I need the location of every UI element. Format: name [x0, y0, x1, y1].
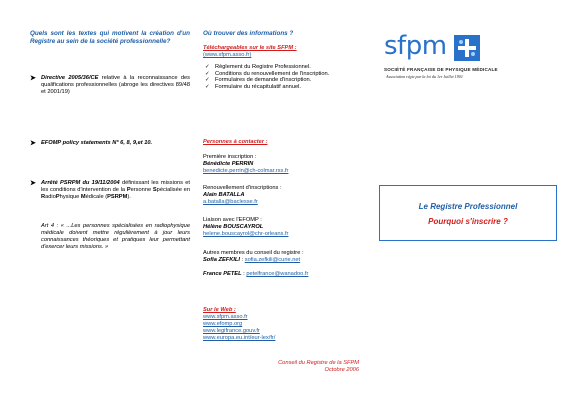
word-physique: hysique — [59, 194, 81, 201]
checkmark-icon: ✓ — [205, 64, 210, 71]
list-item — [203, 71, 368, 78]
arrete-title: Arrêté PSRPM du 19/11/2004 — [41, 180, 120, 186]
doc-label: Formulaire du récapitulatif annuel. — [215, 83, 301, 90]
first-inscription-contact — [203, 154, 368, 175]
directive-title: Directive 2005/36/CE — [41, 75, 99, 81]
contact-email[interactable]: petelfrance@wanadoo.fr — [246, 271, 309, 278]
web-link[interactable]: www.sfpm.asso.fr — [203, 314, 248, 321]
society-name: SOCIÉTÉ FRANÇAISE DE PHYSIQUE MÉDICALE — [384, 67, 498, 72]
checkmark-icon: ✓ — [205, 77, 210, 84]
letter-s: S — [152, 187, 157, 194]
web-link[interactable]: www.legifrance.gouv.fr — [203, 328, 260, 335]
efomp-policy-text: EFOMP policy statements N° 6, 8, 9,et 10. — [41, 140, 153, 146]
contact-name: Bénédicte PERRIN — [203, 161, 254, 168]
efomp-item — [30, 140, 190, 147]
letter-r: R — [41, 194, 46, 201]
doc-label: Conditions du renouvellement de l'inscription. — [215, 70, 330, 77]
council-contacts: Autres membres du conseil du registre : Sofia ZEFKILI : sofia.zefkili@curie.net France PETEL : petelfrance@wanadoo.fr — [203, 250, 373, 278]
info-heading: Où trouver des informations ? — [203, 30, 294, 37]
contact-name: Sofia ZEFKILI — [203, 257, 240, 264]
web-heading: Sur le Web : — [203, 307, 236, 313]
directive-text: relative à la reconnaissance des qualifications professionnelles (abroge les directives 89/48 et 2001/19) — [41, 75, 190, 96]
registre-title-box — [379, 185, 557, 241]
arrete-text: définissant les missions et les conditions d'intervention de la — [41, 180, 190, 194]
contact-email[interactable]: sofia.zefkili@curie.net — [244, 257, 301, 264]
footer-date: Octobre 2006 — [324, 367, 359, 374]
contact-name: France PETEL — [203, 271, 242, 278]
doc-label: Formulaires de demande d'inscription. — [215, 77, 312, 84]
question-heading: Quels sont les textes qui motivent la création d'un Registre au sein de la société professionnelle? — [30, 30, 190, 45]
word-medicale: édicale ( — [85, 194, 108, 201]
arrete-item — [30, 180, 190, 201]
renewal-contact — [203, 185, 368, 206]
contact-email[interactable]: benedicte.perrin@ch-colmar.rss.fr — [203, 168, 289, 175]
letter-ph: P — [55, 194, 60, 201]
download-label: Téléchargeables sur le site SFPM : — [203, 45, 297, 51]
arrow-bullet-icon: ➤ — [30, 75, 36, 82]
sfpm-logo — [384, 33, 554, 93]
letter-p: P — [126, 187, 131, 194]
word-personne: ersonne — [130, 187, 153, 194]
checkmark-icon: ✓ — [205, 83, 210, 90]
contact-role: Autres membres du conseil du registre : — [203, 250, 304, 256]
letter-m: M — [80, 194, 86, 201]
doc-label: Règlement du Registre Professionnel. — [215, 64, 311, 71]
contact-role: Renouvellement d'inscriptions : — [203, 185, 282, 191]
list-item — [203, 64, 368, 71]
list-item — [203, 77, 368, 84]
word-radio: adio — [45, 194, 56, 201]
contacts-heading: Personnes à contacter : — [203, 139, 268, 145]
contact-role: Liaison avec l'EFOMP : — [203, 217, 262, 223]
web-link[interactable]: www.efomp.org — [203, 321, 243, 328]
contact-email[interactable]: a.batalla@baclesse.fr — [203, 199, 258, 206]
contact-email[interactable]: helene.bouscayrol@chr-orleans.fr — [203, 231, 289, 238]
logo-text: sfpm — [384, 31, 447, 61]
contact-name: Alain BATALLA — [203, 192, 245, 199]
web-section — [203, 307, 368, 342]
article-4-quote: Art 4 : « ...Les personnes spécialisées en radiophysique médicale doivent mettre régulièrement à jour leurs connaissances théoriques et pratiques leur permettant d'exercer leurs missions. » — [41, 223, 190, 251]
sfpm-emblem-icon — [454, 35, 480, 61]
arrow-bullet-icon: ➤ — [30, 140, 36, 147]
footer-credit — [203, 360, 359, 374]
word-specialisee: pécialisée en — [156, 187, 190, 194]
arrete-end: ). — [127, 194, 131, 201]
box-subtitle: Pourquoi s'inscrire ? — [428, 217, 508, 226]
list-item — [203, 84, 368, 91]
box-title: Le Registre Professionnel — [418, 202, 518, 211]
efomp-contact — [203, 217, 368, 238]
checkmark-icon: ✓ — [205, 70, 210, 77]
association-note: Association régie par la loi du 1er Juillet 1901 — [386, 74, 463, 79]
document-list — [203, 64, 368, 90]
footer-line: Conseil du Registre de la SFPM — [278, 360, 359, 366]
psrpm-abbr: PSRPM — [107, 194, 128, 201]
sfpm-link[interactable]: (www.sfpm.asso.fr) — [203, 52, 252, 59]
arrow-bullet-icon: ➤ — [30, 180, 36, 187]
download-section — [203, 45, 368, 91]
web-link[interactable]: www.europa.eu.int/eur-lex/fr/ — [203, 335, 276, 342]
contact-name: Hélène BOUSCAYROL — [203, 224, 264, 231]
contact-role: Première inscription : — [203, 154, 257, 160]
directive-item — [30, 75, 190, 96]
